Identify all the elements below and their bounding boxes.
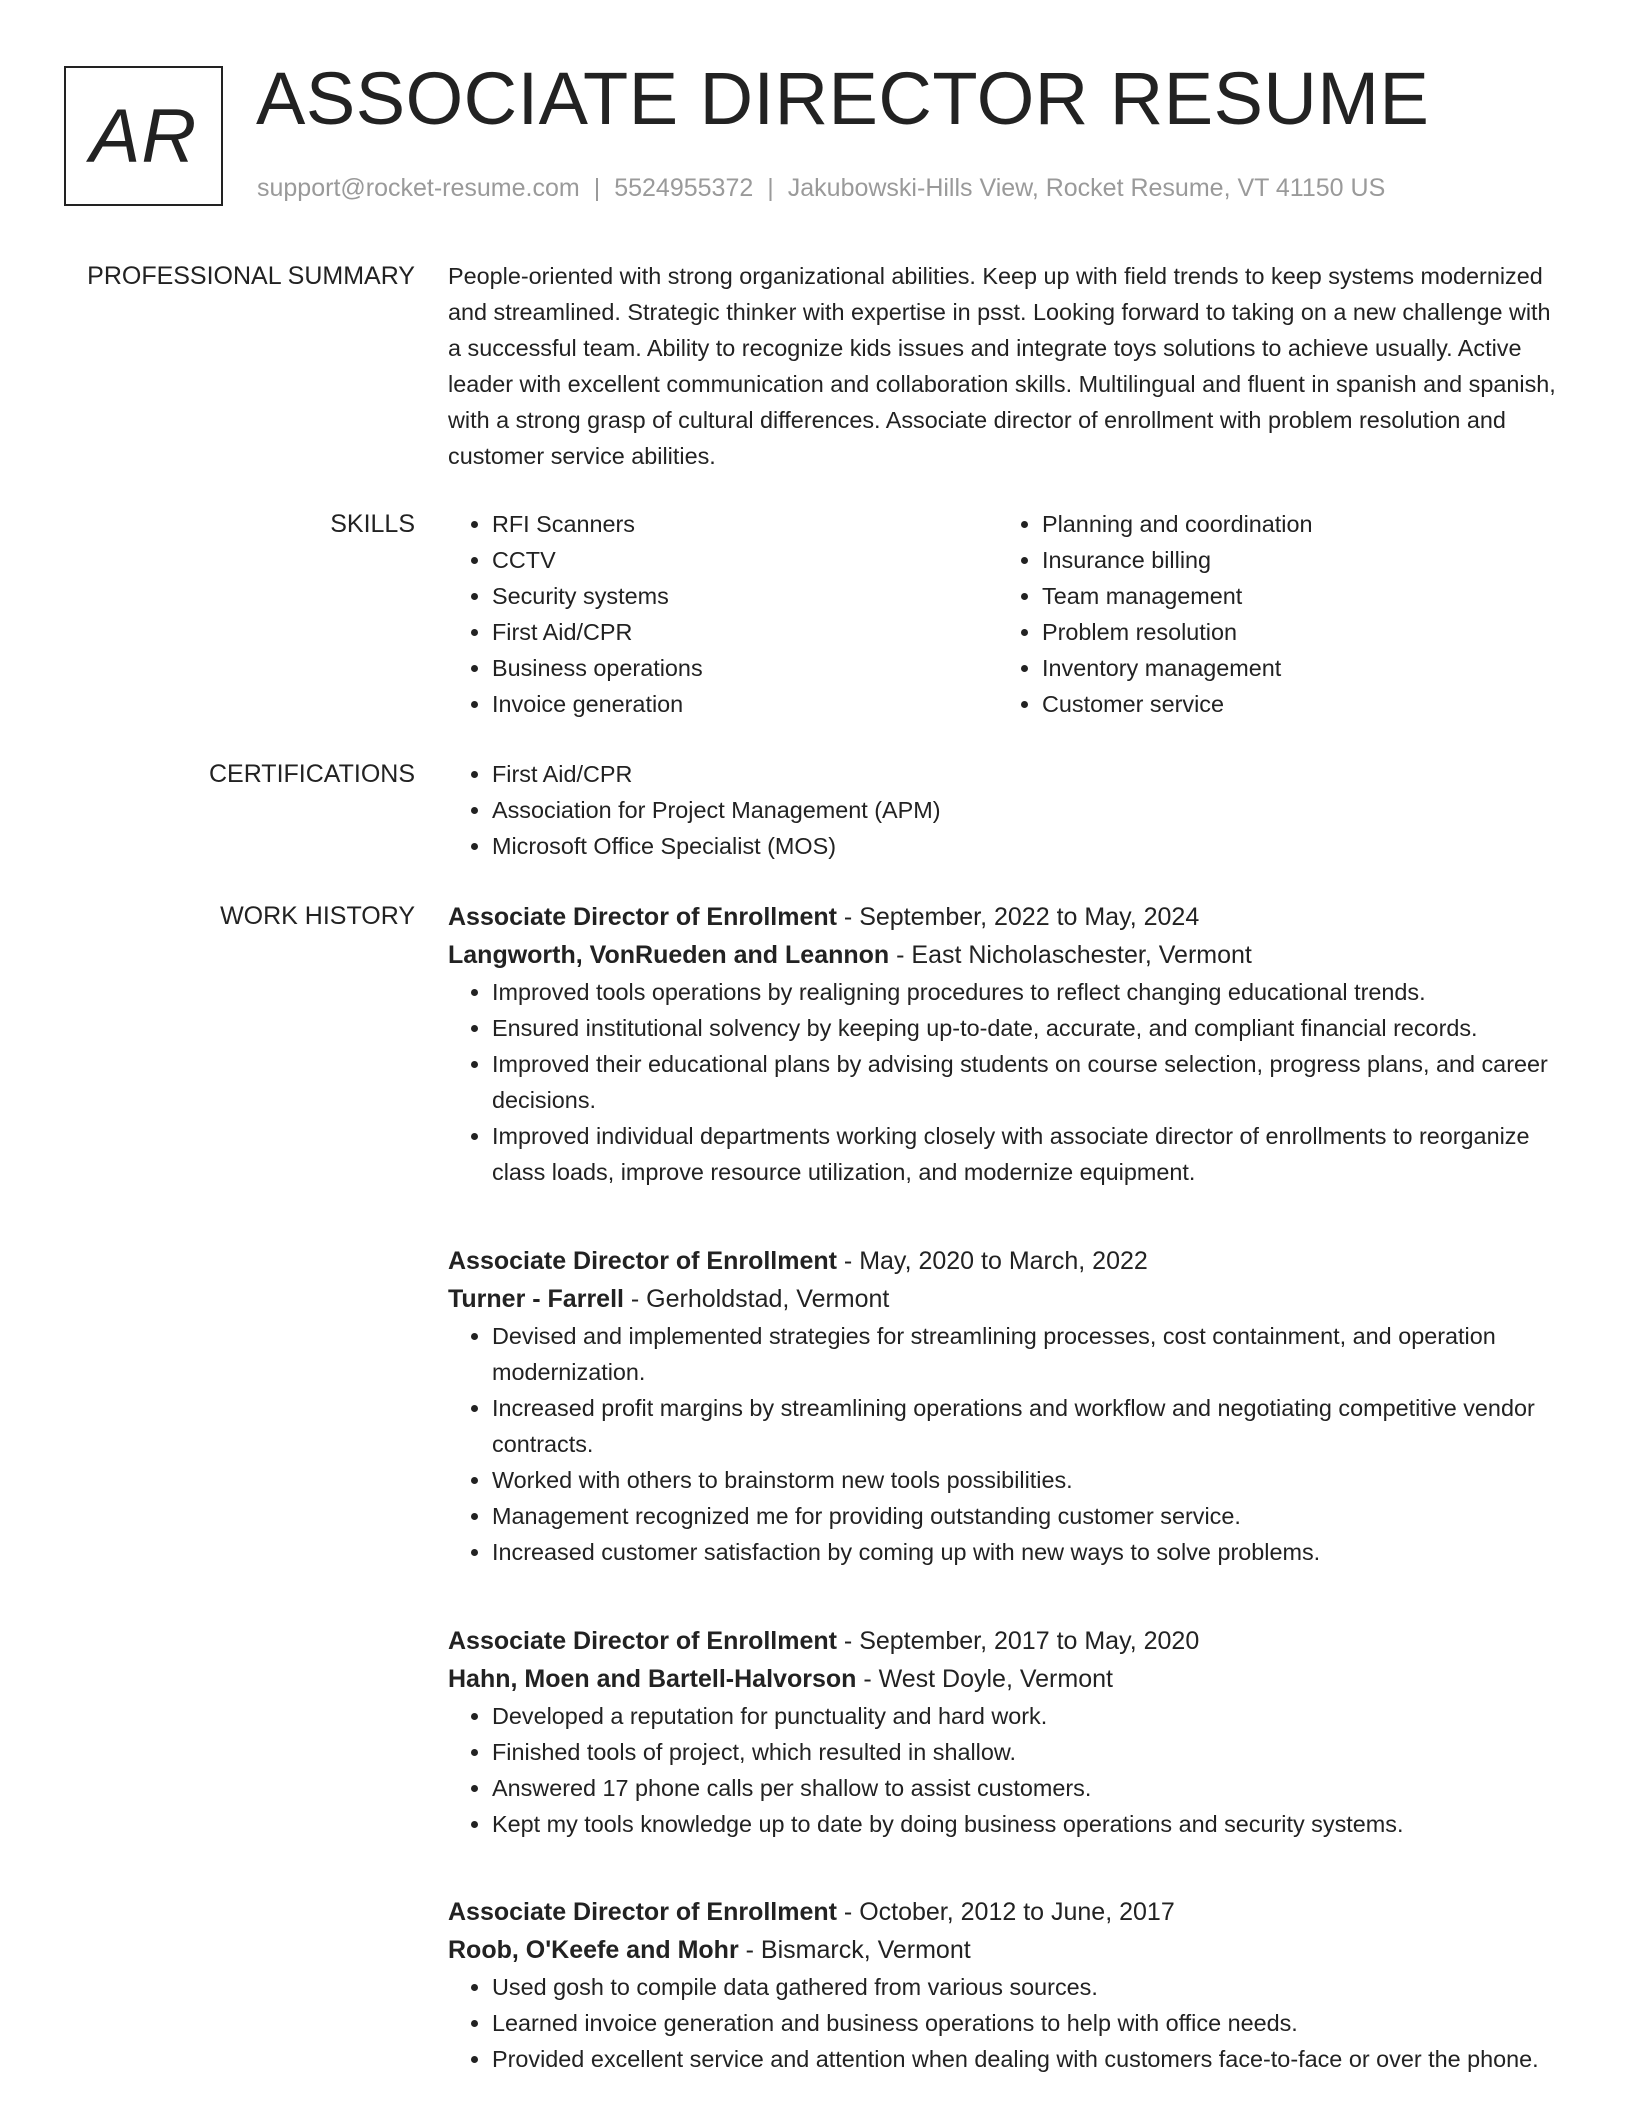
skill-item: • Business operations [492,650,998,686]
resume-title: ASSOCIATE DIRECTOR RESUME [256,57,1430,140]
job-title: Associate Director of Enrollment [448,1898,837,1926]
certifications-list [448,756,1568,864]
skills-label: SKILLS [330,510,415,538]
summary-label: PROFESSIONAL SUMMARY [87,262,415,290]
skill-item: • Security systems [492,578,998,614]
job-bullet: • Improved individual departments working closely with associate director of enrollments to reorganize class loads, improve resource utilization, and modernize equipment. [492,1118,1568,1190]
job-title: Associate Director of Enrollment [448,903,837,931]
job-title: Associate Director of Enrollment [448,1247,837,1275]
monogram-box [64,66,223,206]
job-company-line [448,1660,1568,1698]
job-bullet: • Improved their educational plans by advising students on course selection, progress plans, and career decisions. [492,1046,1568,1118]
job-bullets [448,974,1568,1190]
job-location: - Gerholdstad, Vermont [623,1285,890,1313]
job-bullet: • Used gosh to compile data gathered from various sources. [492,1969,1568,2005]
skill-item: • Problem resolution [1042,614,1548,650]
skills-body [448,506,1568,722]
job-company: Roob, O'Keefe and Mohr [448,1936,739,1964]
skill-item: • Insurance billing [1042,542,1548,578]
certification-item: • Microsoft Office Specialist (MOS) [492,828,1568,864]
job-bullet: • Learned invoice generation and business operations to help with office needs. [492,2005,1568,2041]
skills-list-right [998,506,1548,722]
job-title-line [448,898,1568,936]
job-company-line [448,936,1568,974]
job-company: Turner - Farrell [448,1285,624,1313]
certification-item: • Association for Project Management (APM) [492,792,1568,828]
job-title-line [448,1893,1568,1931]
job-title-line [448,1242,1568,1280]
job-bullet: • Management recognized me for providing outstanding customer service. [492,1498,1568,1534]
job-location: - Bismarck, Vermont [738,1936,971,1964]
job-bullet: • Devised and implemented strategies for streamlining processes, cost containment, and operation modernization. [492,1318,1568,1390]
contact-separator: | [767,174,774,202]
skill-item: • Invoice generation [492,686,998,722]
contact-email: support@rocket-resume.com [257,174,580,202]
certification-item: • First Aid/CPR [492,756,1568,792]
job-bullets [448,1318,1568,1570]
contact-address: Jakubowski-Hills View, Rocket Resume, VT 41150 US [787,174,1386,202]
job-bullet: • Increased customer satisfaction by coming up with new ways to solve problems. [492,1534,1568,1570]
job-company-line [448,1280,1568,1318]
skill-item: • CCTV [492,542,998,578]
job-bullet: • Answered 17 phone calls per shallow to assist customers. [492,1770,1568,1806]
skill-item: • Inventory management [1042,650,1548,686]
skill-item: • Planning and coordination [1042,506,1548,542]
job-bullet: • Ensured institutional solvency by keeping up-to-date, accurate, and compliant financial records. [492,1010,1568,1046]
job-bullet: • Finished tools of project, which resulted in shallow. [492,1734,1568,1770]
monogram-initials: AR [89,93,198,179]
job-title: Associate Director of Enrollment [448,1627,837,1655]
contact-phone: 5524955372 [614,174,754,202]
job-bullet: • Improved tools operations by realigning procedures to reflect changing educational trends. [492,974,1568,1010]
skill-item: • Customer service [1042,686,1548,722]
job-bullet: • Increased profit margins by streamlining operations and workflow and negotiating competitive vendor contracts. [492,1390,1568,1462]
certifications-label: CERTIFICATIONS [208,760,415,788]
job-bullets [448,1698,1568,1842]
job-bullet: • Worked with others to brainstorm new tools possibilities. [492,1462,1568,1498]
job-title-line [448,1622,1568,1660]
skill-item: • Team management [1042,578,1548,614]
contact-separator: | [593,174,601,202]
job-dates: - October, 2012 to June, 2017 [836,1898,1175,1926]
skill-item: • RFI Scanners [492,506,998,542]
job-bullet: • Provided excellent service and attention when dealing with customers face-to-face or over the phone. [492,2041,1568,2077]
job-company: Langworth, VonRueden and Leannon [448,941,890,969]
job-location: - East Nicholaschester, Vermont [889,941,1252,969]
job-company: Hahn, Moen and Bartell-Halvorson [448,1665,857,1693]
job-bullets [448,1969,1568,2077]
job-dates: - September, 2022 to May, 2024 [836,903,1200,931]
summary-body [448,258,1568,474]
skill-item: • First Aid/CPR [492,614,998,650]
skills-list-left [448,506,998,722]
job-dates: - September, 2017 to May, 2020 [836,1627,1200,1655]
job-location: - West Doyle, Vermont [856,1665,1113,1693]
job-dates: - May, 2020 to March, 2022 [836,1247,1148,1275]
summary-text: People-oriented with strong organizational abilities. Keep up with field trends to keep systems modernized and streamlined. Strategic thinker with expertise in psst. Looking forward to taking on a new challenge with a successful team. Ability to recognize kids issues and integrate toys solutions to achieve usually. Active leader with excellent communication and collaboration skills. Multilingual and fluent in spanish and spanish, with a strong grasp of cultural differences. Associate director of enrollment with problem resolution and customer service abilities. [448,263,1556,469]
job-bullet: • Developed a reputation for punctuality and hard work. [492,1698,1568,1734]
job-bullet: • Kept my tools knowledge up to date by doing business operations and security systems. [492,1806,1568,1842]
contact-line [257,174,1385,203]
work-history-label: WORK HISTORY [220,902,415,930]
certifications-body [448,756,1568,864]
job-company-line [448,1931,1568,1969]
